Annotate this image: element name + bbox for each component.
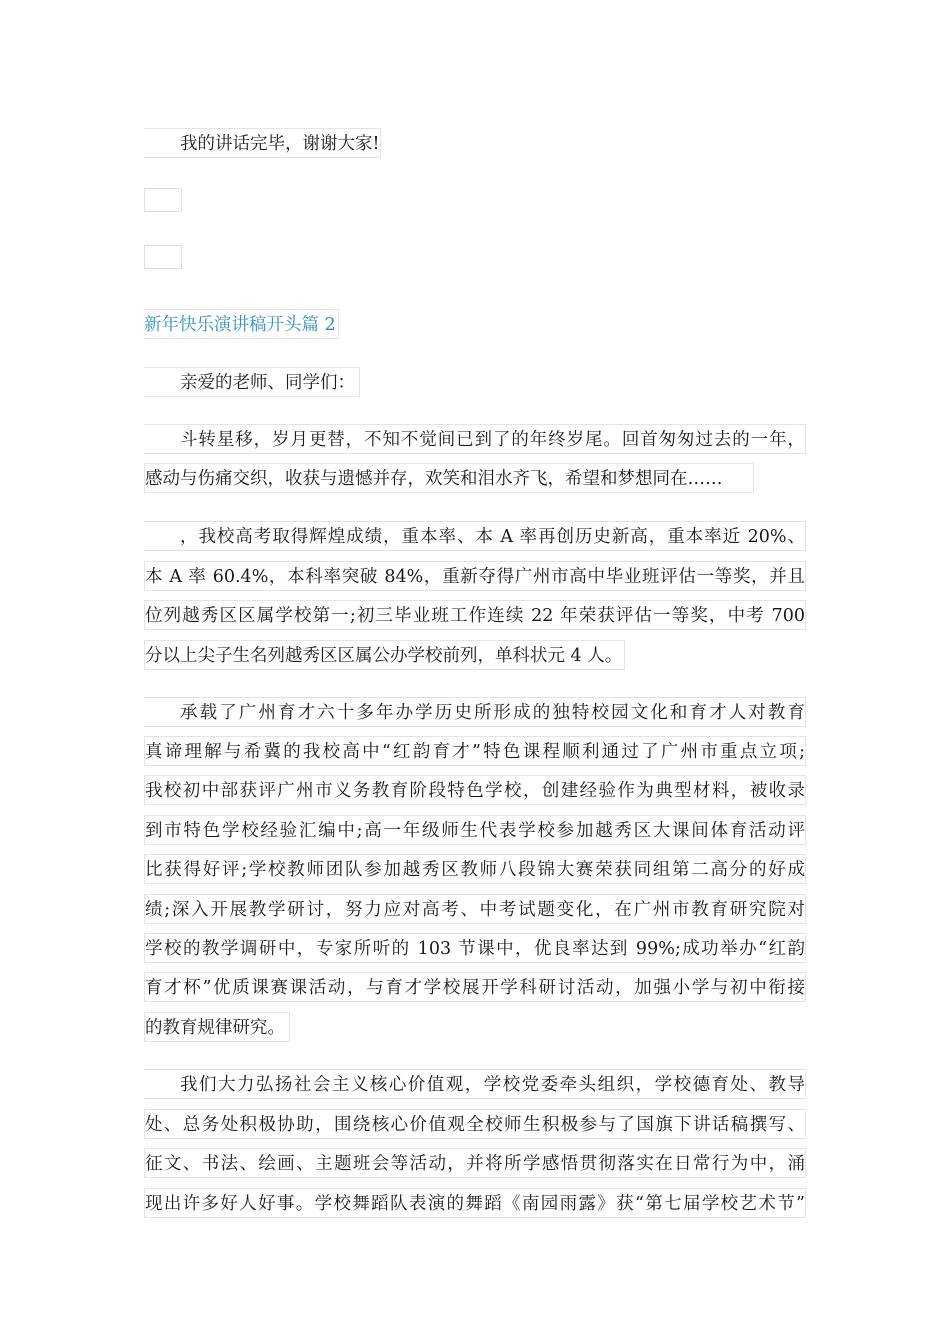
paragraph-line: 现出许多好人好事。学校舞蹈队表演的舞蹈《南园雨露》获“第七届学校艺术节” bbox=[144, 1188, 806, 1218]
paragraph-line: 我校初中部获评广州市义务教育阶段特色学校，创建经验作为典型材料，被收录 bbox=[144, 775, 806, 805]
paragraph-line: 处、总务处积极协助，围绕核心价值观全校师生积极参与了国旗下讲话稿撰写、 bbox=[144, 1109, 806, 1139]
paragraph-line: 的教育规律研究。 bbox=[144, 1012, 290, 1042]
paragraph-line: 学校的教学调研中，专家所听的 103 节课中，优良率达到 99%;成功举办“红韵 bbox=[144, 933, 806, 963]
empty-paragraph-box bbox=[144, 245, 182, 269]
paragraph-line: 真谛理解与希冀的我校高中“红韵育才”特色课程顺利通过了广州市重点立项; bbox=[144, 736, 806, 766]
paragraph-line: 本 A 率 60.4%，本科率突破 84%，重新夺得广州市高中毕业班评估一等奖，并且 bbox=[144, 561, 806, 591]
paragraph-line: 征文、书法、绘画、主题班会等活动，并将所学感悟贯彻落实在日常行为中，涌 bbox=[144, 1148, 806, 1178]
paragraph-line: 位列越秀区区属学校第一;初三毕业班工作连续 22 年荣获评估一等奖，中考 700 bbox=[144, 600, 806, 630]
paragraph-line: 分以上尖子生名列越秀区区属公办学校前列，单科状元 4 人。 bbox=[144, 640, 625, 670]
paragraph-line: 我们大力弘扬社会主义核心价值观，学校党委牵头组织，学校德育处、教导 bbox=[144, 1069, 806, 1099]
paragraph-line: 比获得好评;学校教师团队参加越秀区教师八段锦大赛荣获同组第二高分的好成 bbox=[144, 854, 806, 884]
paragraph-line: 育才杯”优质课赛课活动，与育才学校展开学科研讨活动，加强小学与初中衔接 bbox=[144, 972, 806, 1002]
paragraph-line: 感动与伤痛交织，收获与遗憾并存，欢笑和泪水齐飞，希望和梦想同在…… bbox=[144, 463, 754, 493]
closing-line: 我的讲话完毕，谢谢大家! bbox=[144, 128, 381, 158]
paragraph-line: 绩;深入开展教学研讨，努力应对高考、中考试题变化，在广州市教育研究院对 bbox=[144, 894, 806, 924]
section-title: 新年快乐演讲稿开头篇 2 bbox=[144, 309, 339, 339]
paragraph-line: 到市特色学校经验汇编中;高一年级师生代表学校参加越秀区大课间体育活动评 bbox=[144, 815, 806, 845]
empty-paragraph-box bbox=[144, 188, 182, 212]
paragraph-line: 斗转星移，岁月更替，不知不觉间已到了的年终岁尾。回首匆匆过去的一年， bbox=[144, 424, 806, 454]
paragraph-line: 承载了广州育才六十多年办学历史所形成的独特校园文化和育才人对教育 bbox=[144, 697, 806, 727]
paragraph-line: ，我校高考取得辉煌成绩，重本率、本 A 率再创历史新高，重本率近 20%、 bbox=[144, 521, 806, 551]
greeting-line: 亲爱的老师、同学们： bbox=[144, 367, 360, 397]
